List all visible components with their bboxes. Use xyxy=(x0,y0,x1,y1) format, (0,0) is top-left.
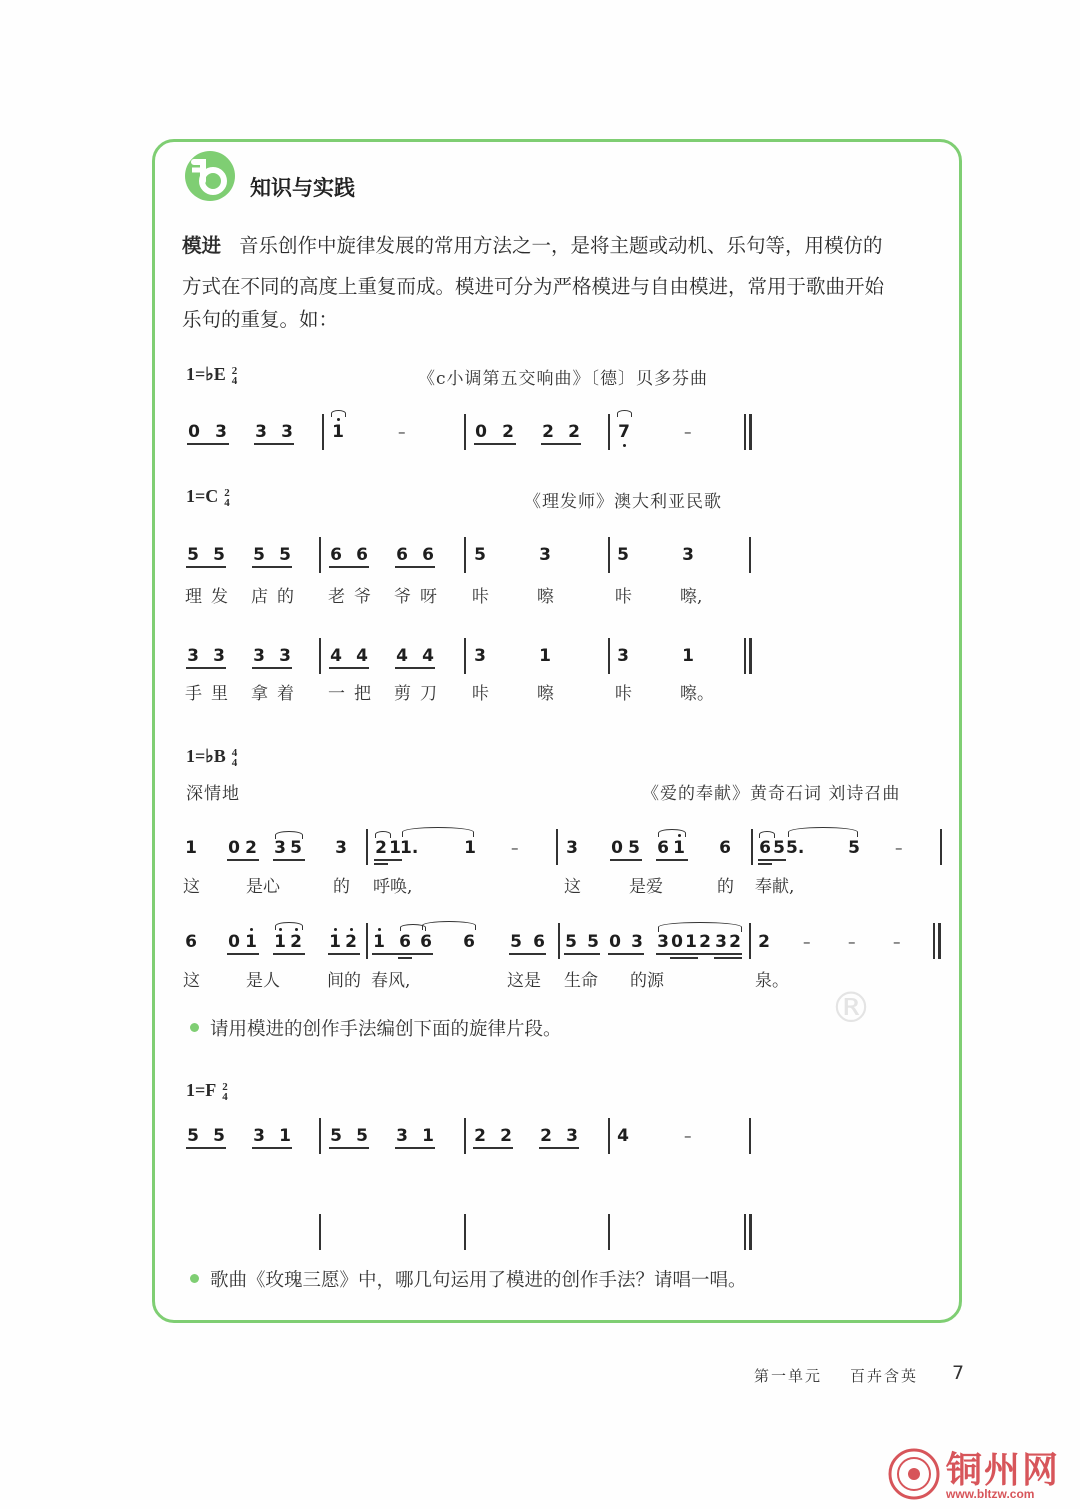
watermark-seal-icon xyxy=(884,1444,944,1504)
definition-line-1 xyxy=(182,226,950,266)
ex1-time-signature: 2 4 xyxy=(231,364,238,387)
music-note-logo-icon xyxy=(184,150,236,202)
section-title: 知识与实践 xyxy=(250,176,355,200)
definition-line-2: 方式在不同的高度上重复而成。模进可分为严格模进与自由模进，常用于歌曲开始 xyxy=(182,275,885,298)
ex3-source: 《爱的奉献》黄奇石词 刘诗召曲 xyxy=(642,784,901,804)
ex3-key-signature: 1=♭B 4 4 xyxy=(186,746,238,769)
task-2-text: 歌曲《玫瑰三愿》中，哪几句运用了模进的创作手法？请唱一唱。 xyxy=(210,1270,747,1291)
registered-mark: ® xyxy=(830,983,872,1032)
ex4-time-signature: 2 4 xyxy=(222,1080,228,1103)
page-number: 7 xyxy=(952,1362,965,1384)
ex1-source: 《c小调第五交响曲》〔德〕贝多芬曲 xyxy=(418,369,709,389)
task-1-text: 请用模进的创作手法编创下面的旋律片段。 xyxy=(210,1019,562,1040)
ex3-tempo: 深情地 xyxy=(186,784,240,804)
ex2-source: 《理发师》澳大利亚民歌 xyxy=(524,492,722,512)
definition-text-1: 音乐创作中旋律发展的常用方法之一，是将主题或动机、乐句等，用模仿的 xyxy=(239,234,883,257)
definition-line-3: 乐句的重复。如： xyxy=(182,308,339,331)
ex4-key-signature: 1=F 2 4 xyxy=(186,1080,228,1103)
ex2-time-signature: 2 4 xyxy=(224,486,230,509)
ex1-key-signature: 1=♭E 2 4 xyxy=(186,364,238,387)
ex3-time-signature: 4 4 xyxy=(231,746,238,769)
footer-unit: 第一单元 xyxy=(754,1367,823,1385)
watermark-name: 铜州网 xyxy=(946,1450,1061,1491)
bullet-icon xyxy=(190,1023,199,1032)
definition-term: 模进 xyxy=(182,234,222,257)
footer-unit-title: 百卉含英 xyxy=(850,1367,919,1385)
bullet-icon xyxy=(190,1274,199,1283)
ex2-key-signature: 1=C 2 4 xyxy=(186,486,230,509)
watermark-url: www.bltzw.com xyxy=(946,1487,1035,1501)
